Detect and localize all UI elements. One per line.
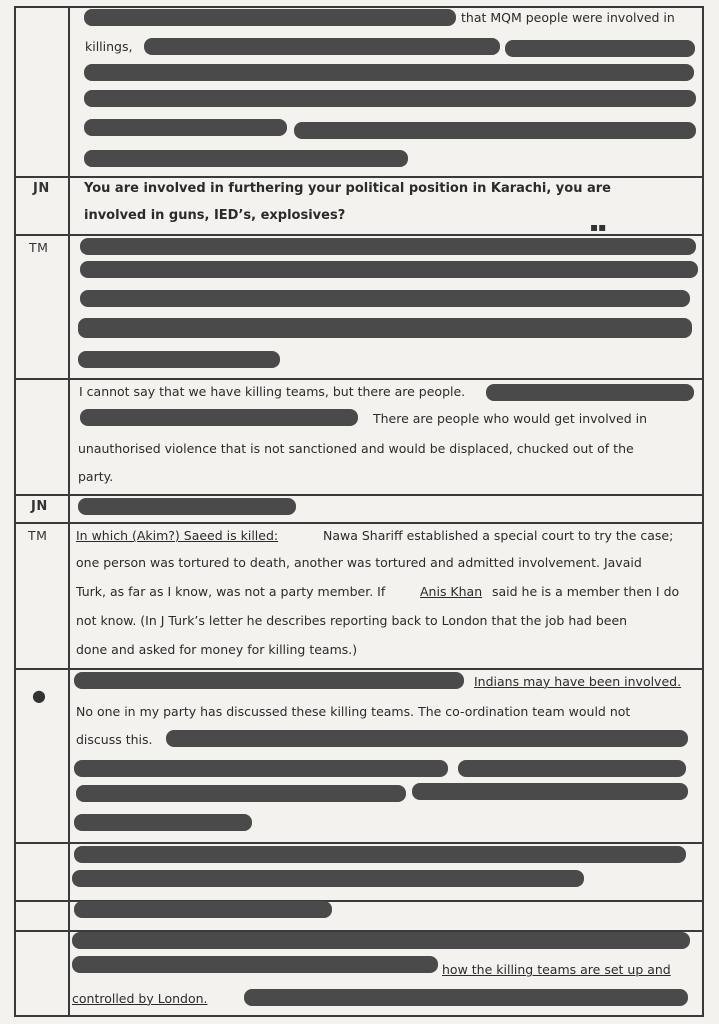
row6-line3c: said he is a member then I do	[492, 584, 680, 599]
row6-line3a: Turk, as far as I know, was not a party member. If	[76, 584, 386, 599]
row-divider	[14, 494, 704, 496]
redaction-bar	[144, 38, 500, 55]
redaction-bar	[72, 956, 438, 973]
redaction-bar	[72, 870, 584, 887]
redaction-bar	[458, 760, 686, 777]
redaction-bar	[80, 290, 690, 307]
row-divider	[14, 842, 704, 844]
speaker-label: JN	[31, 499, 48, 514]
row-divider	[14, 522, 704, 524]
table-column-divider	[68, 6, 70, 1016]
row6-line5: done and asked for money for killing teams.)	[76, 642, 358, 657]
redaction-bar	[244, 989, 688, 1006]
row-divider	[14, 378, 704, 380]
table-right-border	[702, 6, 704, 1016]
redaction-bar	[84, 119, 287, 136]
row7-line2: No one in my party has discussed these killing teams. The co-ordination team would not	[76, 704, 631, 719]
row7-line3: discuss this.	[76, 732, 153, 747]
row-divider	[14, 668, 704, 670]
speaker-label: JN	[33, 181, 50, 196]
redaction-bar	[74, 814, 252, 831]
row2-line1: You are involved in furthering your political position in Karachi, you are	[84, 181, 611, 196]
redaction-bar	[78, 351, 280, 368]
table-left-border	[14, 6, 16, 1016]
row-divider	[14, 176, 704, 178]
redaction-bar	[80, 409, 358, 426]
redaction-bar	[412, 783, 688, 800]
row4-line1: I cannot say that we have killing teams, but there are people.	[79, 384, 466, 399]
redaction-bar	[84, 64, 694, 81]
redaction-bar	[74, 901, 332, 918]
redaction-bar	[78, 498, 296, 515]
row10-line3: controlled by London.	[72, 991, 208, 1006]
redaction-bar	[80, 261, 698, 278]
redaction-bar	[74, 760, 448, 777]
row-divider	[14, 1015, 704, 1017]
row-divider	[14, 6, 704, 8]
row4-line4: party.	[78, 469, 114, 484]
speaker-label: TM	[28, 528, 48, 543]
redaction-bar	[74, 672, 464, 689]
row2-line2: involved in guns, IED’s, explosives?	[84, 208, 346, 223]
row1-line2: killings,	[85, 39, 133, 54]
redaction-bar	[84, 90, 696, 107]
redaction-bar	[84, 9, 456, 26]
row6-line4: not know. (In J Turk’s letter he describes reporting back to London that the job had been	[76, 613, 628, 628]
redaction-bar	[505, 40, 695, 57]
ink-speck: ●	[32, 686, 46, 705]
redaction-bar	[78, 318, 692, 338]
row-divider	[14, 234, 704, 236]
redaction-bar	[80, 238, 696, 255]
row4-line3: unauthorised violence that is not sanctioned and would be displaced, chucked out of the	[78, 441, 634, 456]
redaction-bar	[74, 846, 686, 863]
row1-line1: that MQM people were involved in	[461, 10, 675, 25]
row6-line1a: In which (Akim?) Saeed is killed:	[76, 528, 279, 543]
row6-line2: one person was tortured to death, another was tortured and admitted involvement. Javaid	[76, 555, 642, 570]
redaction-bar	[72, 932, 690, 949]
speaker-label: TM	[29, 240, 49, 255]
row10-line2: how the killing teams are set up and	[442, 962, 671, 977]
redaction-bar	[76, 785, 406, 802]
redaction-bar	[294, 122, 696, 139]
redaction-bar	[84, 150, 408, 167]
redaction-bar	[486, 384, 694, 401]
row4-line2: There are people who would get involved in	[373, 411, 648, 426]
row6-line1b: Nawa Shariff established a special court to try the case;	[323, 528, 674, 543]
row6-line3b: Anis Khan	[420, 584, 483, 599]
redaction-bar	[166, 730, 688, 747]
row7-line1: Indians may have been involved.	[474, 674, 682, 689]
ink-speck: ▪▪	[590, 220, 607, 234]
